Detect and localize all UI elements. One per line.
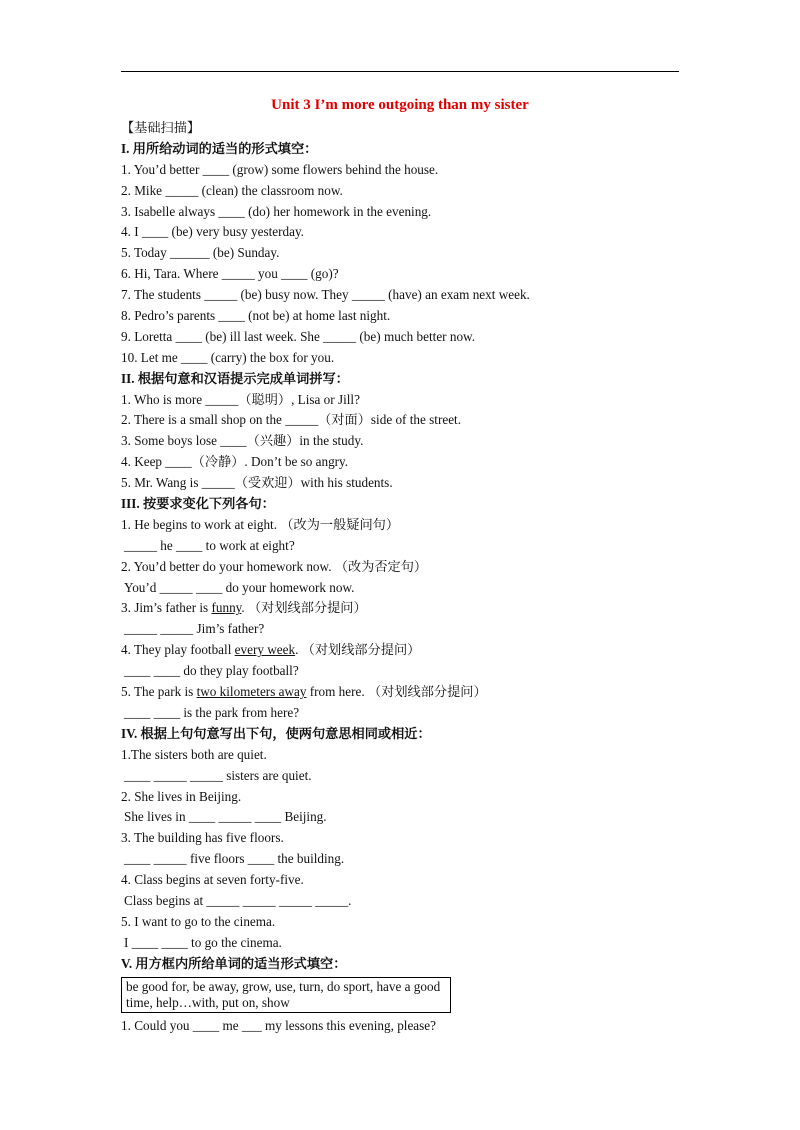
s2-item-3: 3. Some boys lose ____（兴趣）in the study. bbox=[121, 433, 364, 449]
s4-answer-2: She lives in ____ _____ ____ Beijing. bbox=[124, 809, 327, 825]
section-tag: 【基础扫描】 bbox=[121, 120, 201, 135]
s3-q5-text: 5. The park is bbox=[121, 684, 197, 700]
s3-answer-1: _____ he ____ to work at eight? bbox=[124, 537, 295, 553]
s3-q4-text: 4. They play football bbox=[121, 642, 235, 658]
s3-q3-text: 3. Jim’s father is bbox=[121, 600, 212, 616]
s1-item-3: 3. Isabelle always ____ (do) her homework in the evening. bbox=[121, 203, 432, 219]
section-3-heading: III. 按要求变化下列各句： bbox=[121, 496, 275, 512]
s1-item-8: 8. Pedro’s parents ____ (not be) at home last night. bbox=[121, 308, 391, 324]
word-box: be good for, be away, grow, use, turn, do sport, have a good time, help…with, put on, show bbox=[121, 977, 451, 1013]
section-5-heading: V. 用方框内所给单词的适当形式填空： bbox=[121, 955, 347, 971]
s3-q5-underlined: two kilometers away bbox=[196, 684, 307, 700]
s3-q3-underlined: funny bbox=[211, 600, 242, 616]
s4-answer-4: Class begins at _____ _____ _____ _____. bbox=[124, 892, 352, 908]
s3-q4-tail: . （对划线部分提问） bbox=[295, 642, 421, 658]
s4-answer-5: I ____ ____ to go the cinema. bbox=[124, 934, 282, 950]
s3-question-5 bbox=[121, 682, 691, 703]
s3-answer-3: _____ _____ Jim’s father? bbox=[124, 621, 265, 637]
s3-question-2: 2. You’d better do your homework now. （改为否定句） bbox=[121, 558, 428, 574]
s1-item-9: 9. Loretta ____ (be) ill last week. She _____ (be) much better now. bbox=[121, 328, 476, 344]
s4-answer-1: ____ _____ _____ sisters are quiet. bbox=[124, 767, 312, 783]
section-4-heading: IV. 根据上句句意写出下句，使两句意思相同或相近： bbox=[121, 725, 431, 741]
s2-item-4: 4. Keep ____（冷静）. Don’t be so angry. bbox=[121, 454, 349, 470]
s1-item-2: 2. Mike _____ (clean) the classroom now. bbox=[121, 182, 343, 198]
s4-question-5: 5. I want to go to the cinema. bbox=[121, 913, 276, 929]
s4-question-1: 1.The sisters both are quiet. bbox=[121, 746, 267, 762]
s3-question-4 bbox=[121, 640, 691, 661]
s3-question-3 bbox=[121, 598, 691, 619]
s5-question-1: 1. Could you ____ me ___ my lessons this evening, please? bbox=[121, 1017, 436, 1033]
s1-item-4: 4. I ____ (be) very busy yesterday. bbox=[121, 224, 304, 240]
s4-question-3: 3. The building has five floors. bbox=[121, 830, 284, 846]
s4-question-4: 4. Class begins at seven forty-five. bbox=[121, 872, 304, 888]
section-1-heading: I. 用所给动词的适当的形式填空： bbox=[121, 140, 318, 156]
section-2-heading: II. 根据句意和汉语提示完成单词拼写： bbox=[121, 370, 349, 386]
s1-item-10: 10. Let me ____ (carry) the box for you. bbox=[121, 349, 335, 365]
s1-item-5: 5. Today ______ (be) Sunday. bbox=[121, 245, 280, 261]
s1-item-1: 1. You’d better ____ (grow) some flowers behind the house. bbox=[121, 161, 439, 177]
s3-q3-tail: . （对划线部分提问） bbox=[241, 600, 367, 616]
s3-answer-5: ____ ____ is the park from here? bbox=[124, 704, 300, 720]
s2-item-5: 5. Mr. Wang is _____（受欢迎）with his students. bbox=[121, 475, 393, 491]
s3-answer-4: ____ ____ do they play football? bbox=[124, 663, 299, 679]
s3-q5-tail: from here. （对划线部分提问） bbox=[306, 684, 487, 700]
s2-item-2: 2. There is a small shop on the _____（对面）side of the street. bbox=[121, 412, 462, 428]
s2-item-1: 1. Who is more _____（聪明）, Lisa or Jill? bbox=[121, 391, 360, 407]
worksheet-body bbox=[121, 118, 691, 1036]
document-title: Unit 3 I’m more outgoing than my sister bbox=[271, 97, 529, 113]
s3-answer-2: You’d _____ ____ do your homework now. bbox=[124, 579, 355, 595]
s1-item-7: 7. The students _____ (be) busy now. They _____ (have) an exam next week. bbox=[121, 287, 530, 303]
header-rule bbox=[121, 71, 679, 72]
s1-item-6: 6. Hi, Tara. Where _____ you ____ (go)? bbox=[121, 266, 339, 282]
s4-answer-3: ____ _____ five floors ____ the building. bbox=[124, 851, 345, 867]
s3-q4-underlined: every week bbox=[234, 642, 296, 658]
s3-question-1: 1. He begins to work at eight. （改为一般疑问句） bbox=[121, 516, 400, 532]
s4-question-2: 2. She lives in Beijing. bbox=[121, 788, 242, 804]
